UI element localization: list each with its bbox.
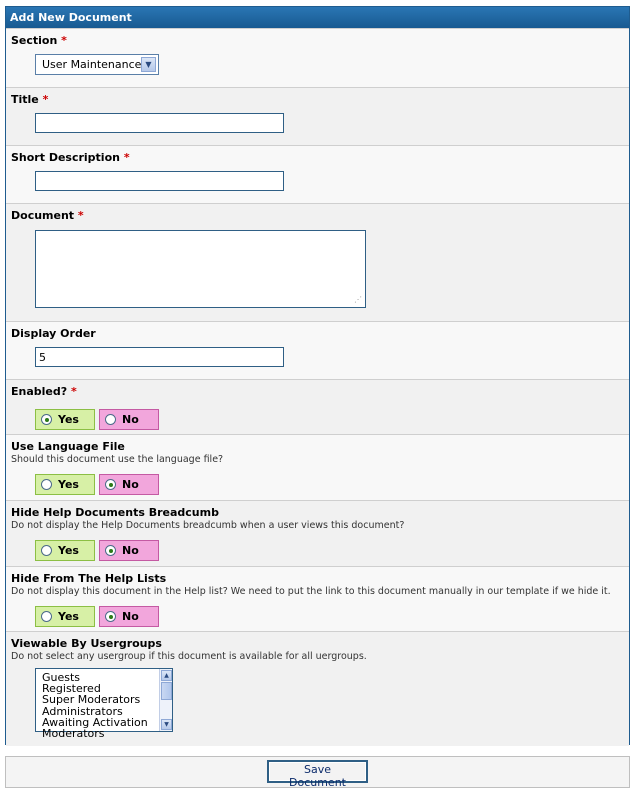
display-order-label: Display Order xyxy=(11,327,96,340)
radio-icon[interactable] xyxy=(105,414,116,425)
hide-from-lists-yes-option[interactable] xyxy=(35,606,95,627)
required-marker: * xyxy=(77,209,84,222)
enabled-yes-label: Yes xyxy=(58,413,79,426)
usergroup-option[interactable]: Awaiting Activation xyxy=(42,715,148,729)
enabled-no-label: No xyxy=(122,413,139,426)
scroll-up-icon[interactable]: ▲ xyxy=(161,670,172,681)
use-language-file-description: Should this document use the language file? xyxy=(11,454,224,465)
form-footer xyxy=(5,756,630,788)
enabled-row xyxy=(6,379,629,434)
use-language-file-no-label: No xyxy=(122,478,139,491)
radio-icon[interactable] xyxy=(41,611,52,622)
hide-breadcrumb-yes-label: Yes xyxy=(58,544,79,557)
radio-selected-icon[interactable] xyxy=(105,611,116,622)
hide-breadcrumb-no-label: No xyxy=(122,544,139,557)
hide-breadcrumb-row xyxy=(6,500,629,566)
short-description-row xyxy=(6,145,629,203)
usergroup-option[interactable]: Guests xyxy=(42,671,81,684)
hide-breadcrumb-yes-option[interactable] xyxy=(35,540,95,561)
usergroups-listbox[interactable] xyxy=(35,668,173,741)
section-select-value: User Maintenance xyxy=(42,58,142,71)
section-row xyxy=(6,28,629,87)
title-label: Title * xyxy=(11,93,49,106)
panel-title: Add New Document xyxy=(6,7,629,28)
usergroup-option[interactable]: Moderators xyxy=(42,727,105,741)
add-document-panel xyxy=(5,6,630,745)
usergroups-description: Do not select any usergroup if this document is available for all uergroups. xyxy=(11,651,367,662)
hide-from-lists-yes-label: Yes xyxy=(58,610,79,623)
display-order-input[interactable] xyxy=(35,347,284,367)
title-row xyxy=(6,87,629,145)
section-select[interactable] xyxy=(35,54,159,75)
enabled-no-option[interactable] xyxy=(99,409,159,430)
usergroup-option[interactable]: Registered xyxy=(42,682,101,696)
hide-from-lists-description: Do not display this document in the Help list? We need to put the link to this document manually in our template if we hide it. xyxy=(11,586,611,597)
use-language-file-yes-option[interactable] xyxy=(35,474,95,495)
hide-from-lists-label: Hide From The Help Lists xyxy=(11,572,167,585)
usergroup-option[interactable]: Administrators xyxy=(42,704,123,718)
document-textarea[interactable] xyxy=(35,230,366,308)
listbox-scrollbar[interactable] xyxy=(159,669,172,731)
use-language-file-label: Use Language File xyxy=(11,440,125,453)
required-marker: * xyxy=(70,385,77,398)
use-language-file-yes-label: Yes xyxy=(58,478,79,491)
required-marker: * xyxy=(61,34,67,47)
title-input[interactable] xyxy=(35,113,284,133)
usergroup-option[interactable]: Super Moderators xyxy=(42,693,141,707)
hide-from-lists-no-option[interactable] xyxy=(99,606,159,627)
radio-selected-icon[interactable] xyxy=(105,545,116,556)
save-document-button[interactable]: Save Document xyxy=(267,760,368,783)
document-label: Document * xyxy=(11,209,84,222)
hide-from-lists-no-label: No xyxy=(122,610,139,623)
required-marker: * xyxy=(42,93,49,106)
hide-from-lists-row xyxy=(6,566,629,631)
use-language-file-row xyxy=(6,434,629,500)
scroll-thumb[interactable] xyxy=(161,682,172,700)
usergroups-options xyxy=(42,672,148,739)
short-description-input[interactable] xyxy=(35,171,284,191)
required-marker: * xyxy=(123,151,130,164)
resize-grip-icon[interactable]: ⋰ xyxy=(354,295,362,304)
display-order-row xyxy=(6,321,629,379)
scroll-down-icon[interactable]: ▼ xyxy=(161,719,172,730)
section-label: Section * xyxy=(11,34,67,47)
document-row xyxy=(6,203,629,321)
short-description-label: Short Description * xyxy=(11,151,130,164)
hide-breadcrumb-description: Do not display the Help Documents breadcumb when a user views this document? xyxy=(11,520,405,531)
use-language-file-no-option[interactable] xyxy=(99,474,159,495)
radio-selected-icon[interactable] xyxy=(105,479,116,490)
usergroups-row xyxy=(6,631,629,746)
radio-icon[interactable] xyxy=(41,479,52,490)
radio-icon[interactable] xyxy=(41,545,52,556)
enabled-label: Enabled? * xyxy=(11,385,77,398)
chevron-down-icon[interactable]: ▼ xyxy=(141,57,156,72)
hide-breadcrumb-label: Hide Help Documents Breadcumb xyxy=(11,506,219,519)
hide-breadcrumb-no-option[interactable] xyxy=(99,540,159,561)
usergroups-label: Viewable By Usergroups xyxy=(11,637,162,650)
radio-selected-icon[interactable] xyxy=(41,414,52,425)
enabled-yes-option[interactable] xyxy=(35,409,95,430)
